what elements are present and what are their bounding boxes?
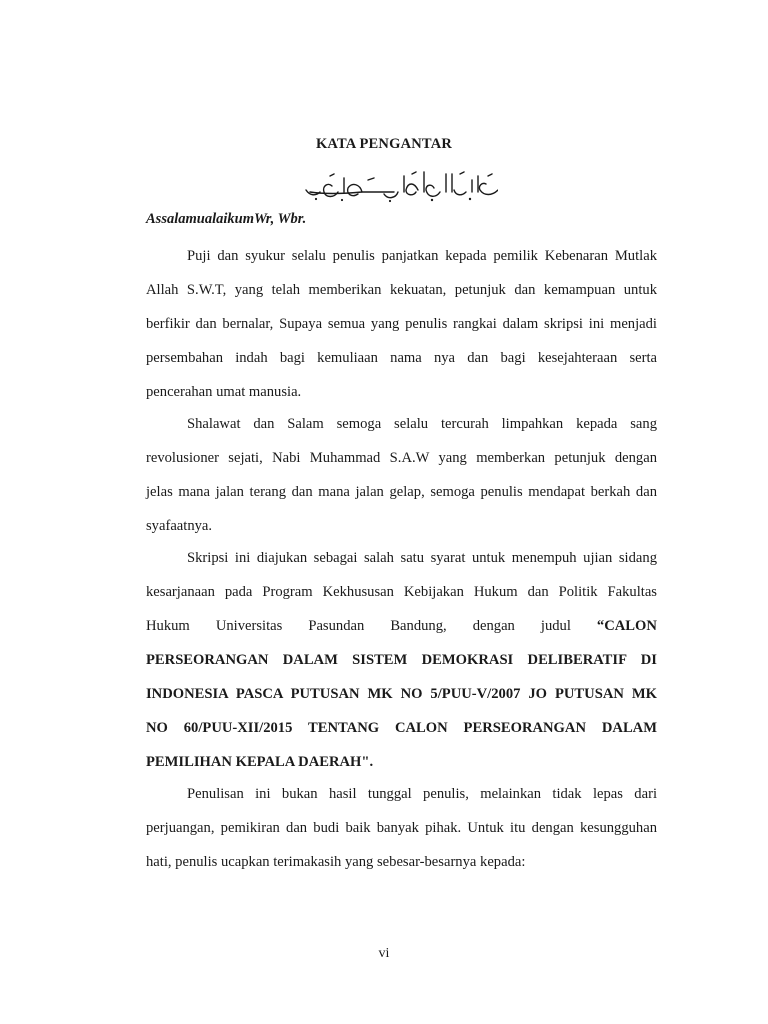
paragraph-line: pencerahan umat manusia. xyxy=(146,384,302,400)
word: Universitas xyxy=(215,618,283,634)
paragraph-line: Allah S.W.T, yang telah memberikan kekuatan, petunjuk dan kemampuan untuk xyxy=(146,282,657,298)
thesis-title-line: PEMILIHAN KEPALA DAERAH". xyxy=(146,754,374,770)
paragraph-line xyxy=(146,609,657,643)
word: dengan xyxy=(472,618,515,634)
paragraph-line: Penulisan ini bukan hasil tunggal penulis, melainkan tidak lepas dari xyxy=(187,786,657,802)
page-number: vi xyxy=(378,946,390,961)
word: judul xyxy=(540,618,571,634)
paragraph-line: berfikir dan bernalar, Supaya semua yang penulis rangkai dalam skripsi ini menjadi xyxy=(146,316,657,332)
page-title: KATA PENGANTAR xyxy=(315,136,453,152)
word: Bandung, xyxy=(390,618,447,634)
paragraph-line: perjuangan, pemikiran dan budi baik banyak pihak. Untuk itu dengan kesungguhan xyxy=(146,820,657,836)
paragraph-line: Shalawat dan Salam semoga selalu tercurah limpahkan kepada sang xyxy=(187,416,657,432)
basmalah-calligraphy-icon xyxy=(302,168,498,204)
paragraph-1 xyxy=(146,239,657,409)
paragraph-4 xyxy=(146,777,657,879)
greeting-text: AssalamualaikumWr, Wbr. xyxy=(146,211,307,227)
paragraph-line: kesarjanaan pada Program Kekhususan Kebijakan Hukum dan Politik Fakultas xyxy=(146,584,657,600)
word: Hukum xyxy=(146,618,190,634)
word: Pasundan xyxy=(308,618,365,634)
paragraph-line: Puji dan syukur selalu penulis panjatkan kepada pemilik Kebenaran Mutlak xyxy=(187,248,657,264)
thesis-title-line: INDONESIA PASCA PUTUSAN MK NO 5/PUU-V/2007 JO PUTUSAN MK xyxy=(146,686,657,702)
paragraph-line: hati, penulis ucapkan terimakasih yang sebesar-besarnya kepada: xyxy=(146,854,526,870)
paragraph-3 xyxy=(146,541,657,779)
paragraph-2 xyxy=(146,407,657,543)
paragraph-line: persembahan indah bagi kemuliaan nama nya dan bagi kesejahteraan serta xyxy=(146,350,657,366)
paragraph-line: syafaatnya. xyxy=(146,518,213,534)
thesis-title-line: NO 60/PUU-XII/2015 TENTANG CALON PERSEORANGAN DALAM xyxy=(146,720,657,736)
paragraph-line: Skripsi ini diajukan sebagai salah satu syarat untuk menempuh ujian sidang xyxy=(187,550,657,566)
thesis-title-start: “CALON xyxy=(596,618,657,634)
paragraph-line: revolusioner sejati, Nabi Muhammad S.A.W yang memberkan petunjuk dengan xyxy=(146,450,657,466)
paragraph-line: jelas mana jalan terang dan mana jalan gelap, semoga penulis mendapat berkah dan xyxy=(146,484,657,500)
thesis-title-line: PERSEORANGAN DALAM SISTEM DEMOKRASI DELIBERATIF DI xyxy=(146,652,657,668)
